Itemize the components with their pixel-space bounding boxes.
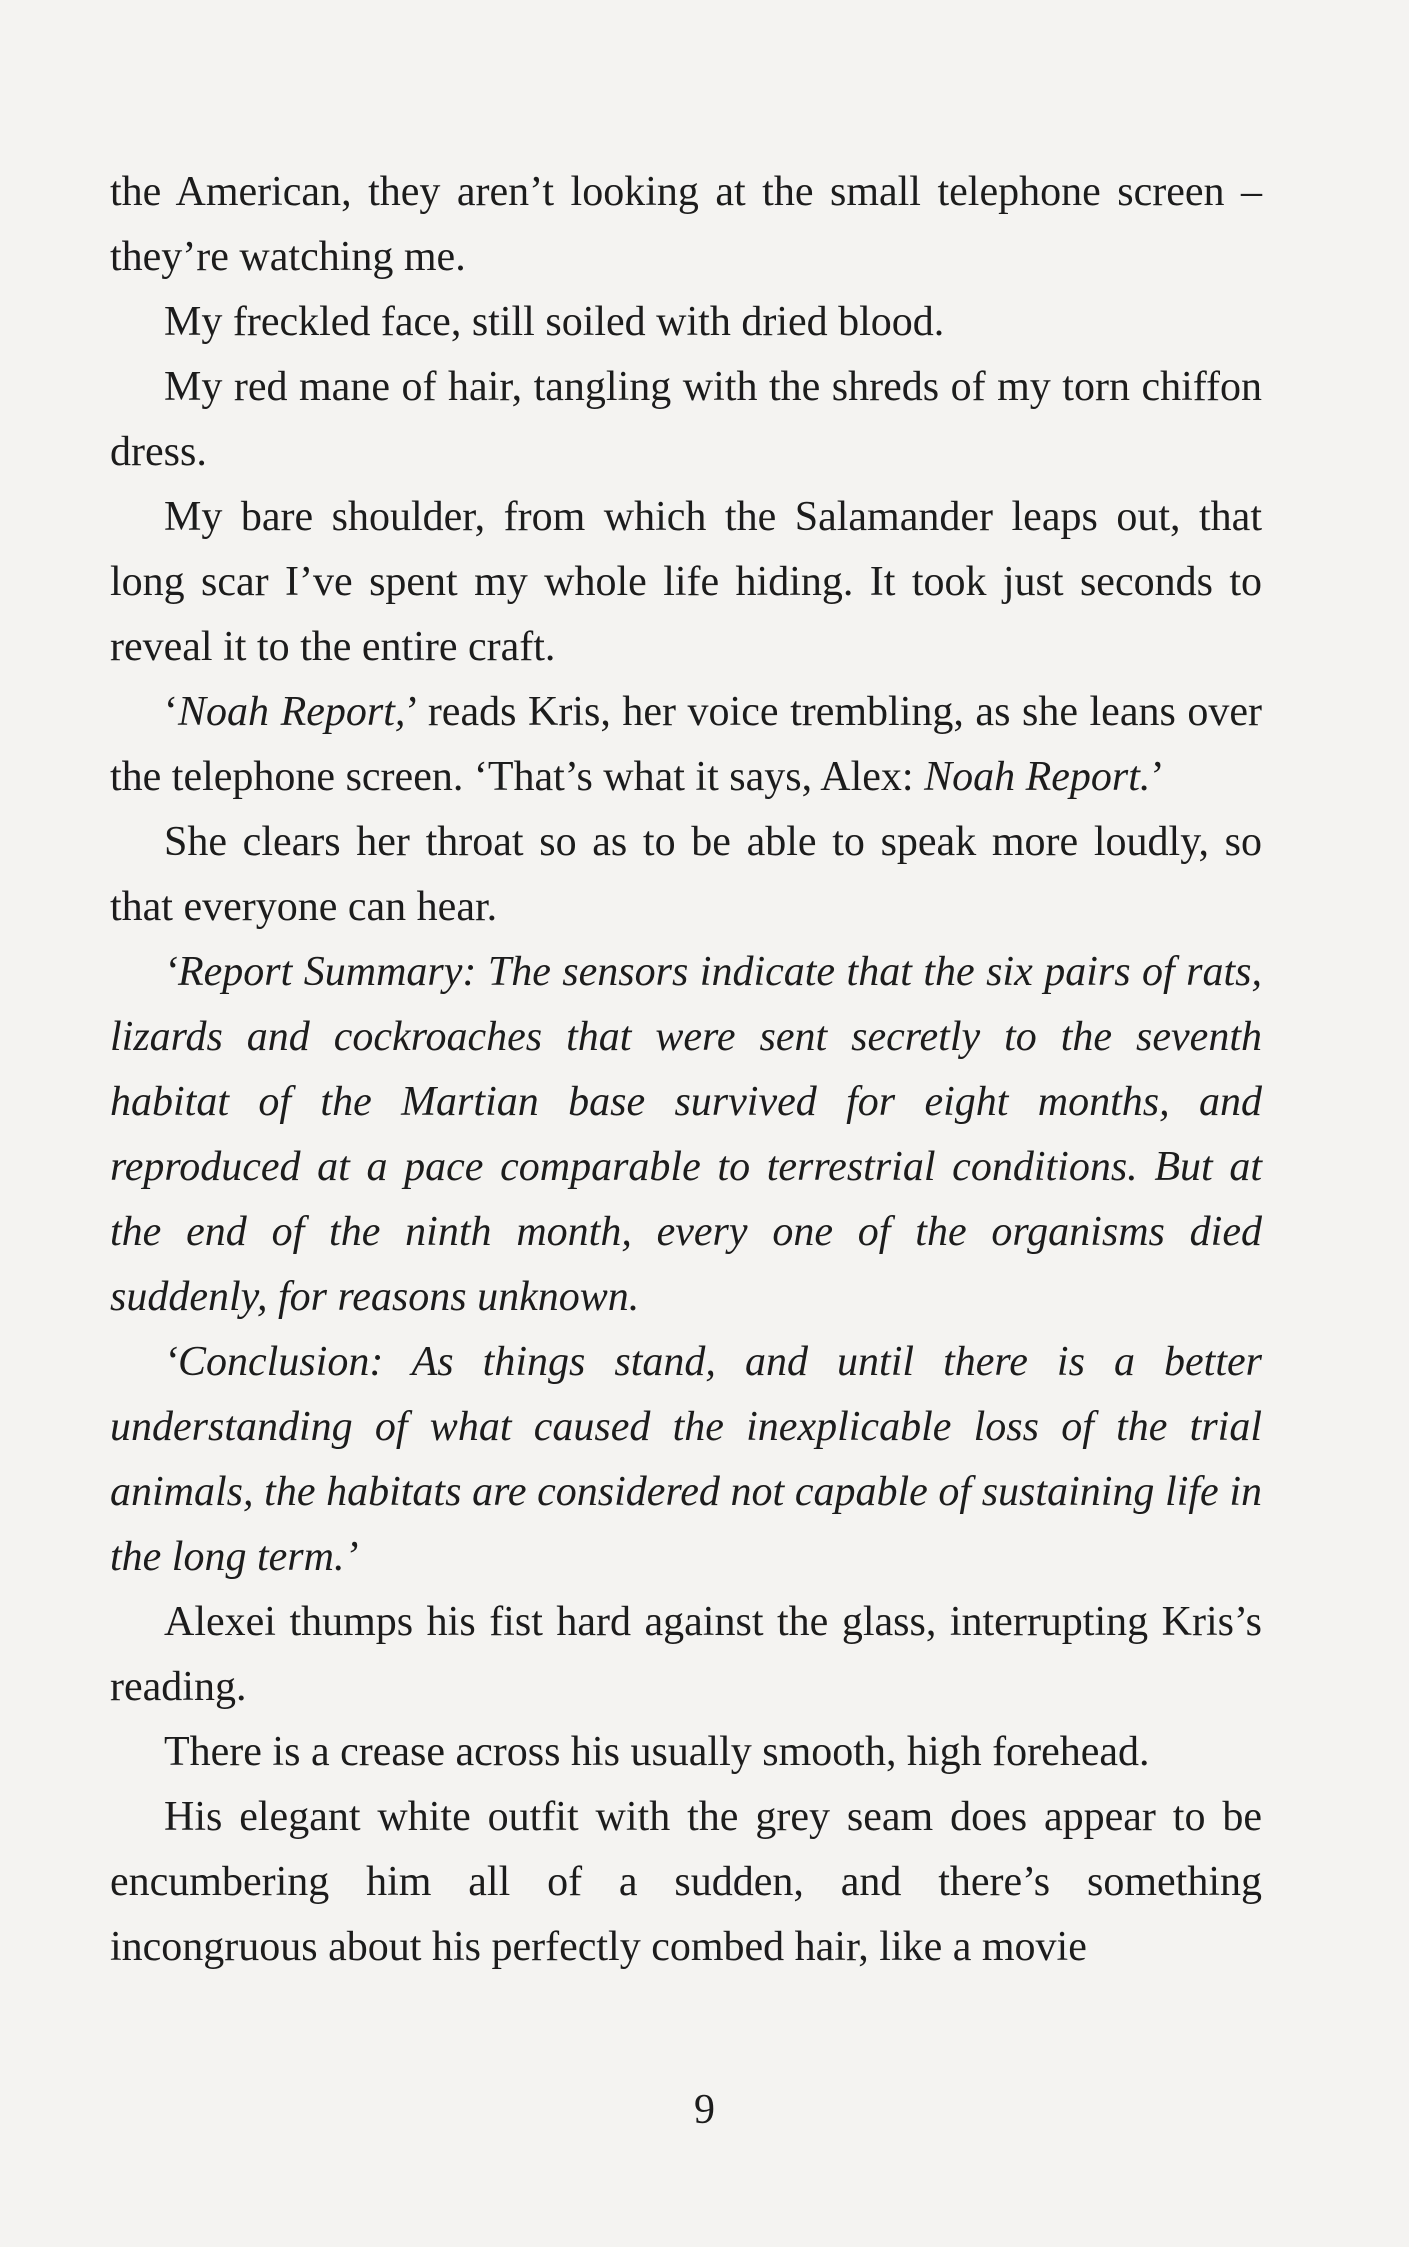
paragraph-report-summary: ‘Report Summary: The sensors indicate that the six pairs of rats, lizards and cockroaches that were sent secretly to the seventh habitat of the Martian base survived for eight months, and reproduced at a pace comparable to terrestrial conditions. But at the end of the ninth month, every one of the organisms died suddenly, for reasons unknown.: [110, 949, 1262, 1320]
page-number: 9: [694, 2087, 715, 2133]
paragraph-bare-shoulder: My bare shoulder, from which the Salamander leaps out, that long scar I’ve spent my whole life hiding. It took just seconds to reveal it to the entire craft.: [110, 494, 1262, 670]
paragraph-continuation: the American, they aren’t looking at the small telephone screen – they’re watching me.: [110, 169, 1262, 280]
report-title-second: Noah Report.: [924, 754, 1151, 800]
paragraph-crease: There is a crease across his usually smooth, high forehead.: [164, 1729, 1150, 1775]
close-quote: ’: [1150, 754, 1165, 800]
open-quote: ‘: [164, 689, 178, 735]
paragraph-alexei-thumps: Alexei thumps his fist hard against the glass, interrupting Kris’s reading.: [110, 1599, 1262, 1710]
paragraph-clears-throat: She clears her throat so as to be able to speak more loudly, so that everyone can hear.: [110, 819, 1262, 930]
book-page-text: [110, 160, 1262, 1980]
kris-reads-text: ’ reads Kris, her voice trembling, as she leans over the telephone screen. ‘That’s what it says, Alex:: [110, 689, 1262, 800]
paragraph-red-mane: My red mane of hair, tangling with the shreds of my torn chiffon dress.: [110, 364, 1262, 475]
paragraph-freckled-face: My freckled face, still soiled with dried blood.: [164, 299, 945, 345]
paragraph-white-outfit: His elegant white outfit with the grey seam does appear to be encumbering him all of a sudden, and there’s something incongruous about his perfectly combed hair, like a movie: [110, 1794, 1262, 1970]
paragraph-conclusion: ‘Conclusion: As things stand, and until there is a better understanding of what caused the inexplicable loss of the trial animals, the habitats are considered not capable of sustaining life in the long term.’: [110, 1339, 1262, 1580]
report-title-first: Noah Report,: [178, 689, 406, 735]
paragraph-noah-report: [110, 680, 1262, 810]
